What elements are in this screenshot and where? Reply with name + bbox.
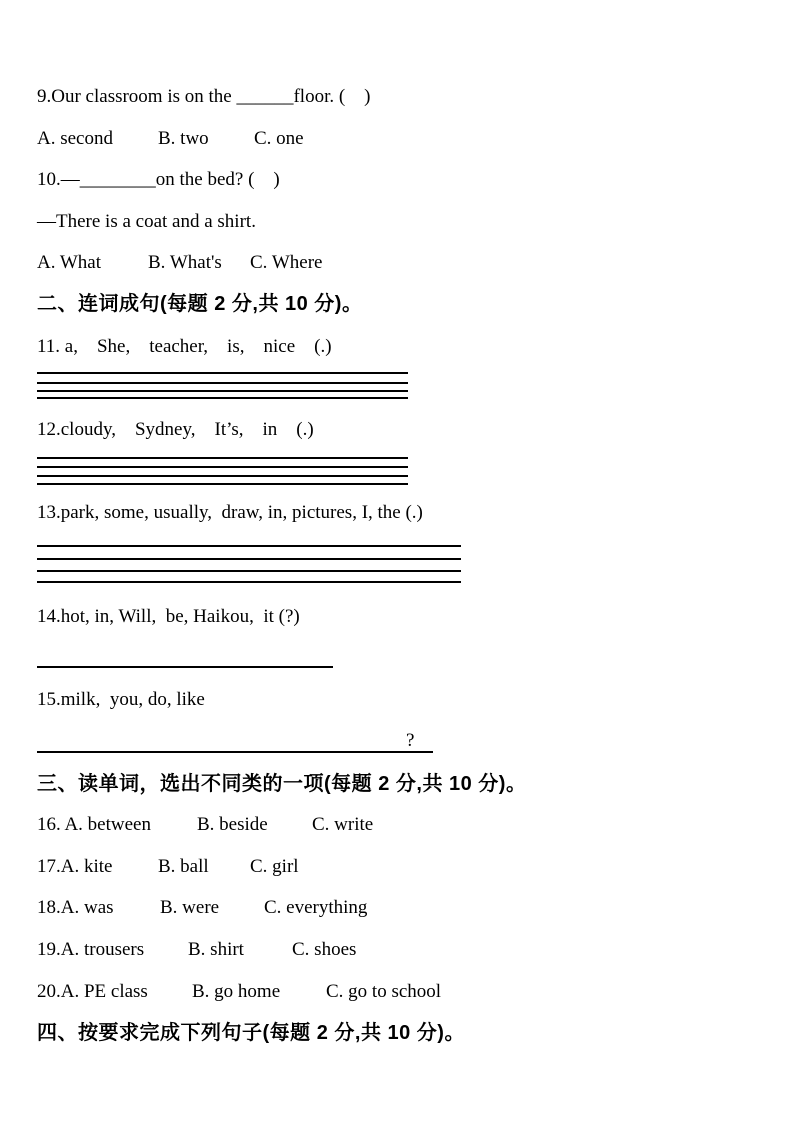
option-b: B. go home bbox=[192, 981, 281, 1002]
option-b: B. beside bbox=[197, 814, 268, 835]
question-11-text: 11. a, She, teacher, is, nice (.) bbox=[37, 336, 332, 357]
question-16-options bbox=[0, 813, 794, 837]
answer-line bbox=[37, 382, 408, 384]
question-10-options bbox=[0, 251, 794, 275]
option-a: A. What bbox=[37, 252, 102, 273]
option-b: B. two bbox=[158, 128, 209, 149]
question-9-text: 9.Our classroom is on the ______floor. ( ) bbox=[37, 86, 371, 107]
answer-line bbox=[37, 457, 408, 459]
option-a: 17.A. kite bbox=[37, 856, 113, 877]
question-12-text: 12.cloudy, Sydney, It’s, in (.) bbox=[37, 419, 314, 440]
option-c: C. everything bbox=[264, 897, 368, 918]
option-a: A. second bbox=[37, 128, 113, 149]
option-c: C. shoes bbox=[292, 939, 357, 960]
option-c: C. Where bbox=[250, 252, 323, 273]
answer-line bbox=[37, 397, 408, 399]
answer-line bbox=[37, 483, 408, 485]
question-18-options bbox=[0, 896, 794, 920]
question-13-text: 13.park, some, usually, draw, in, pictures, I, the (.) bbox=[37, 502, 423, 523]
option-b: B. shirt bbox=[188, 939, 244, 960]
section-4-heading: 四、按要求完成下列句子(每题 2 分,共 10 分)。 bbox=[37, 1022, 465, 1044]
question-10-reply: —There is a coat and a shirt. bbox=[37, 211, 256, 232]
section-2-heading: 二、连词成句(每题 2 分,共 10 分)。 bbox=[37, 293, 363, 315]
question-19-options bbox=[0, 938, 794, 962]
option-b: B. were bbox=[160, 897, 220, 918]
answer-line bbox=[37, 666, 333, 668]
option-a: 16. A. between bbox=[37, 814, 151, 835]
answer-line bbox=[37, 751, 433, 753]
question-20-options bbox=[0, 980, 794, 1004]
answer-line bbox=[37, 545, 461, 547]
answer-line bbox=[37, 570, 461, 572]
question-9-options bbox=[0, 127, 794, 151]
option-a: 18.A. was bbox=[37, 897, 114, 918]
option-c: C. one bbox=[254, 128, 304, 149]
answer-line bbox=[37, 558, 461, 560]
section-3-heading: 三、读单词，选出不同类的一项(每题 2 分,共 10 分)。 bbox=[37, 773, 527, 795]
answer-line bbox=[37, 390, 408, 392]
answer-line bbox=[37, 475, 408, 477]
answer-line bbox=[37, 372, 408, 374]
option-c: C. go to school bbox=[326, 981, 442, 1002]
option-b: B. ball bbox=[158, 856, 209, 877]
option-a: 19.A. trousers bbox=[37, 939, 145, 960]
answer-line bbox=[37, 581, 461, 583]
option-c: C. girl bbox=[250, 856, 299, 877]
question-14-text: 14.hot, in, Will, be, Haikou, it (?) bbox=[37, 606, 300, 627]
question-17-options bbox=[0, 855, 794, 879]
option-b: B. What's bbox=[148, 252, 222, 273]
question-15-text: 15.milk, you, do, like bbox=[37, 689, 205, 710]
answer-line bbox=[37, 466, 408, 468]
option-c: C. write bbox=[312, 814, 374, 835]
question-mark-label: ? bbox=[406, 730, 415, 751]
question-10-text: 10.—________on the bed? ( ) bbox=[37, 169, 280, 190]
option-a: 20.A. PE class bbox=[37, 981, 148, 1002]
